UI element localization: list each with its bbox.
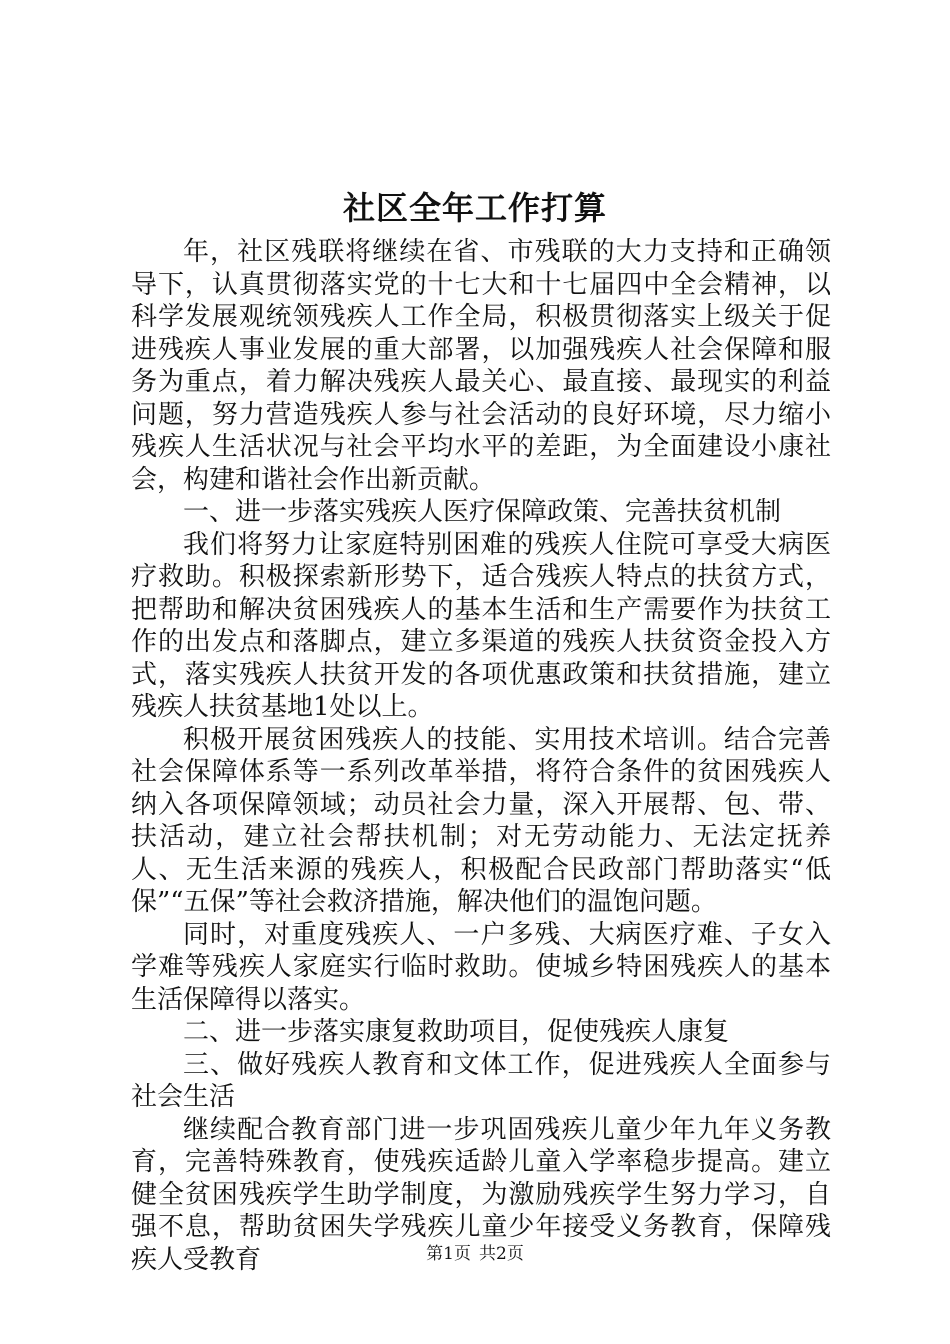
paragraph: 我们将努力让家庭特别困难的残疾人住院可享受大病医疗救助。积极探索新形势下，适合残疾人特点的扶贫方式，把帮助和解决贫困残疾人的基本生活和生产需要作为扶贫工作的出发点和落脚点，建立多渠道的残疾人扶贫资金投入方式，落实残疾人扶贫开发的各项优惠政策和扶贫措施，建立残疾人扶贫基地1处以上。 xyxy=(131,529,831,722)
page-number: 第1页 xyxy=(426,1244,471,1264)
paragraph: 积极开展贫困残疾人的技能、实用技术培训。结合完善社会保障体系等一系列改革举措，将符合条件的贫困残疾人纳入各项保障领域；动员社会力量，深入开展帮、包、带、扶活动，建立社会帮扶机制；对无劳动能力、无法定抚养人、无生活来源的残疾人，积极配合民政部门帮助落实“低保”“五保”等社会救济措施，解决他们的温饱问题。 xyxy=(131,724,831,917)
section-heading-2: 二、进一步落实康复救助项目，促使残疾人康复 xyxy=(183,1017,730,1047)
paragraph: 同时，对重度残疾人、一户多残、大病医疗难、子女入学难等残疾人家庭实行临时救助。使城乡特困残疾人的基本生活保障得以落实。 xyxy=(131,919,831,1015)
page-footer xyxy=(0,1242,950,1266)
paragraph: 继续配合教育部门进一步巩固残疾儿童少年九年义务教育，完善特殊教育，使残疾适龄儿童入学率稳步提高。建立健全贫困残疾学生助学制度，为激励残疾学生努力学习，自强不息，帮助贫困失学残疾儿童少年接受义务教育，保障残疾人受教育 xyxy=(131,1114,831,1275)
section-heading-3: 三、做好残疾人教育和文体工作，促进残疾人全面参与社会生活 xyxy=(131,1049,831,1112)
document-title: 社区全年工作打算 xyxy=(342,189,607,227)
paragraph-intro: 年，社区残联将继续在省、市残联的大力支持和正确领导下，认真贯彻落实党的十七大和十七届四中全会精神，以科学发展观统领残疾人工作全局，积极贯彻落实上级关于促进残疾人事业发展的重大部署，以加强残疾人社会保障和服务为重点，着力解决残疾人最关心、最直接、最现实的利益问题，努力营造残疾人参与社会活动的良好环境，尽力缩小残疾人生活状况与社会平均水平的差距，为全面建设小康社会，构建和谐社会作出新贡献。 xyxy=(131,237,831,495)
section-heading-1: 一、进一步落实残疾人医疗保障政策、完善扶贫机制 xyxy=(183,497,782,527)
page-total: 共2页 xyxy=(479,1244,524,1264)
document-body xyxy=(131,236,831,1276)
